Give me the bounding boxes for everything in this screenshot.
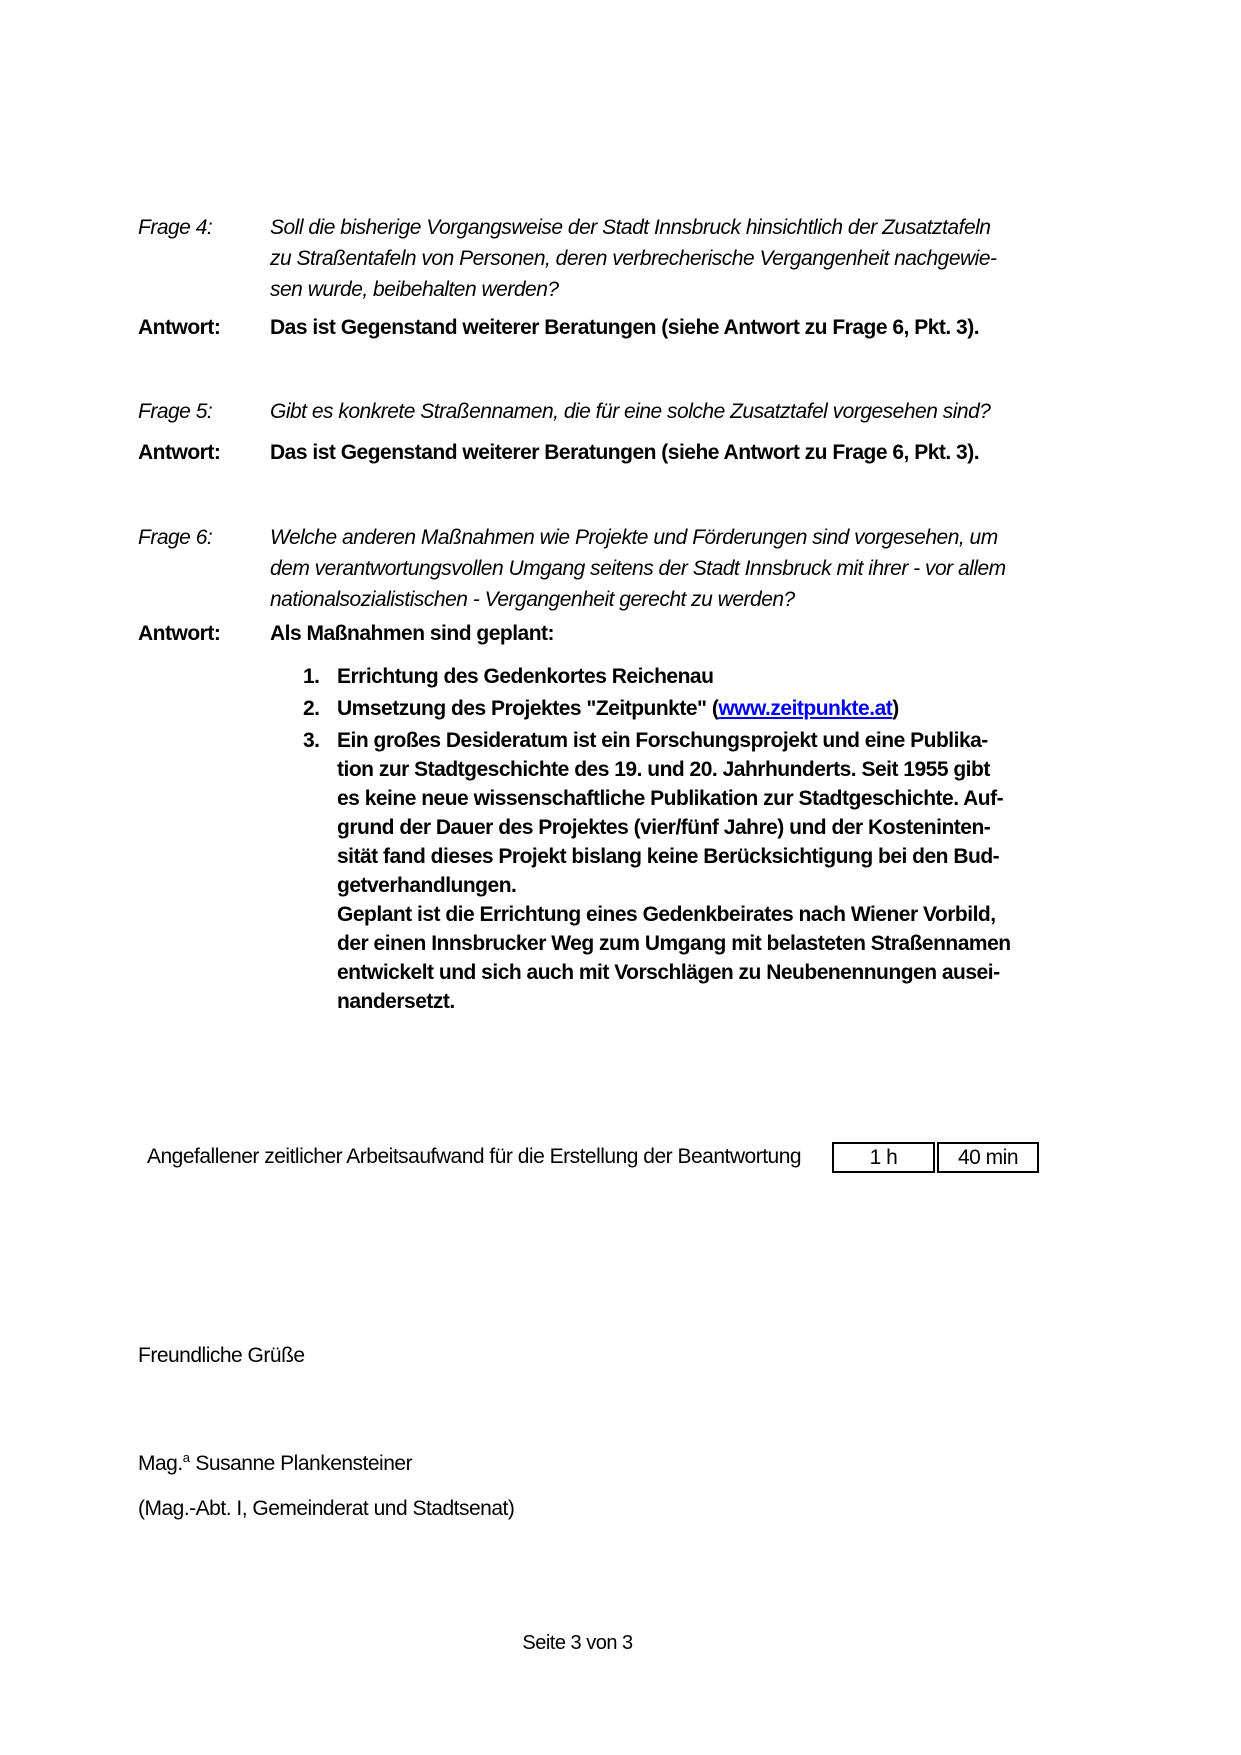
closing-greeting: Freundliche Grüße — [138, 1344, 305, 1367]
link-suffix-text: ) — [892, 697, 899, 720]
list-line: der einen Innsbrucker Weg zum Umgang mit belasteten Straßennamen — [337, 932, 1011, 955]
list-line: nandersetzt. — [337, 990, 455, 1013]
answer-line: Das ist Gegenstand weiterer Beratungen (siehe Antwort zu Frage 6, Pkt. 3). — [270, 441, 980, 464]
answer-line: Das ist Gegenstand weiterer Beratungen (siehe Antwort zu Frage 6, Pkt. 3). — [270, 316, 980, 339]
question-line: zu Straßentafeln von Personen, deren verbrecherische Vergangenheit nachgewie- — [270, 247, 997, 270]
question-line: Welche anderen Maßnahmen wie Projekte und Förderungen sind vorgesehen, um — [270, 526, 998, 549]
frage-4-question — [270, 212, 1038, 305]
signature-name — [138, 1449, 412, 1479]
frage-6-label: Frage 6: — [138, 526, 213, 549]
question-line: sen wurde, beibehalten werden? — [270, 278, 559, 301]
list-line: grund der Dauer des Projektes (vier/fünf Jahre) und der Kosteninten- — [337, 816, 991, 839]
question-line: Soll die bisherige Vorgangsweise der Stadt Innsbruck hinsichtlich der Zusatztafeln — [270, 216, 991, 239]
list-line: Geplant ist die Errichtung eines Gedenkbeirates nach Wiener Vorbild, — [337, 903, 996, 926]
list-item-text — [337, 694, 1038, 723]
antwort-6-text — [270, 618, 1038, 1019]
qa-section — [138, 212, 1038, 1019]
frage-5-block — [138, 396, 1038, 468]
frage-6-block — [138, 522, 1038, 1019]
antwort-4-label: Antwort: — [138, 316, 221, 339]
frage-4-block — [138, 212, 1038, 343]
spacer — [138, 343, 1038, 396]
signature-title-sup: a — [182, 1450, 190, 1465]
list-line: es keine neue wissenschaftliche Publikation zur Stadtgeschichte. Auf- — [337, 787, 1004, 810]
answer-intro: Als Maßnahmen sind geplant: — [270, 622, 555, 645]
page-number: Seite 3 von 3 — [522, 1632, 633, 1654]
signature-title: Mag. — [138, 1452, 183, 1475]
frage-4-label: Frage 4: — [138, 216, 213, 239]
worktime-label: Angefallener zeitlicher Arbeitsaufwand für die Erstellung der Beantwortung — [147, 1145, 802, 1168]
list-line: Ein großes Desideratum ist ein Forschungsprojekt und eine Publika- — [337, 729, 988, 752]
antwort-5-label: Antwort: — [138, 441, 221, 464]
antwort-6-label: Antwort: — [138, 622, 221, 645]
list-line: Errichtung des Gedenkortes Reichenau — [337, 665, 714, 688]
list-item — [303, 694, 1038, 723]
list-line — [337, 694, 1038, 723]
signature-person: Susanne Plankensteiner — [195, 1452, 413, 1475]
list-number: 1. — [303, 665, 320, 688]
list-item-text — [337, 726, 1038, 1016]
list-line: tion zur Stadtgeschichte des 19. und 20. Jahrhunderts. Seit 1955 gibt — [337, 758, 990, 781]
frage-5-label: Frage 5: — [138, 400, 213, 423]
question-line: Gibt es konkrete Straßennamen, die für eine solche Zusatztafel vorgesehen sind? — [270, 400, 991, 423]
spacer — [138, 468, 1038, 522]
signature-department: (Mag.-Abt. I, Gemeinderat und Stadtsenat) — [138, 1497, 515, 1520]
list-line: sität fand dieses Projekt bislang keine Berücksichtigung bei den Bud- — [337, 845, 1000, 868]
link-prefix-text: Umsetzung des Projektes "Zeitpunkte" ( — [337, 697, 719, 720]
question-line: nationalsozialistischen - Vergangenheit gerecht zu werden? — [270, 588, 795, 611]
measures-list — [303, 662, 1038, 1016]
antwort-4-text — [270, 312, 1038, 343]
list-number: 3. — [303, 729, 320, 752]
antwort-5-text — [270, 437, 1038, 468]
zeitpunkte-link[interactable]: www.zeitpunkte.at — [718, 697, 893, 720]
list-line: entwickelt und sich auch mit Vorschlägen zu Neubenennungen ausei- — [337, 961, 1000, 984]
list-item — [303, 662, 1038, 691]
worktime-minutes-cell: 40 min — [937, 1142, 1039, 1173]
frage-5-question — [270, 396, 1038, 427]
worktime-row — [0, 1140, 1241, 1174]
spacer — [138, 427, 1038, 437]
question-line: dem verantwortungsvollen Umgang seitens der Stadt Innsbruck mit ihrer - vor allem — [270, 557, 1006, 580]
worktime-hours-cell: 1 h — [832, 1142, 935, 1173]
list-item — [303, 726, 1038, 1016]
list-item-text — [337, 662, 1038, 691]
frage-6-question — [270, 522, 1038, 615]
list-number: 2. — [303, 697, 320, 720]
list-line: getverhandlungen. — [337, 874, 517, 897]
